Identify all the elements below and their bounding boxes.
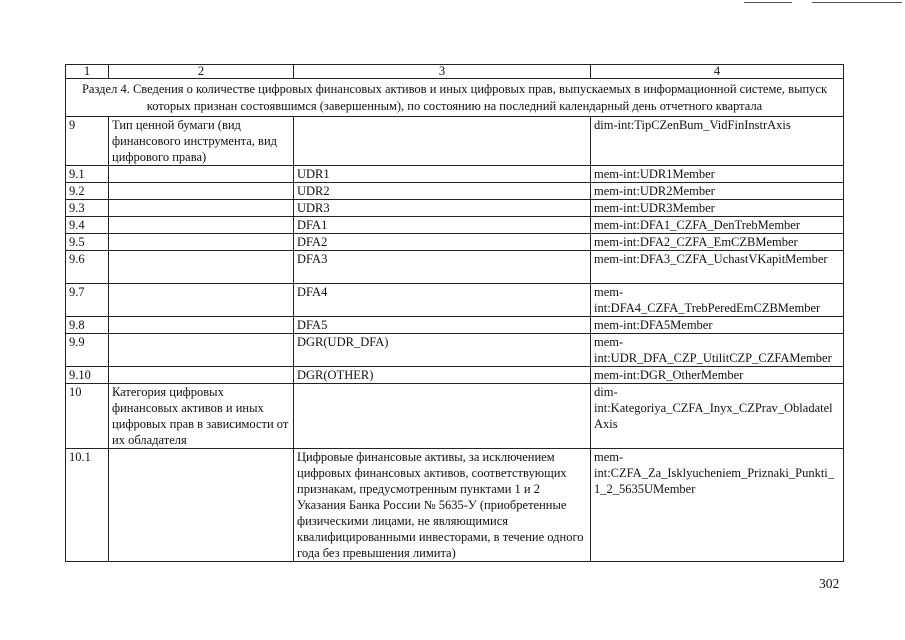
column-number: 3	[294, 65, 591, 79]
row-number: 9.9	[66, 334, 109, 367]
row-value: DFA5	[294, 317, 591, 334]
row-name	[109, 166, 294, 183]
row-code: dim-int:Kategoriya_CZFA_Inyx_CZPrav_ObladatelAxis	[591, 384, 844, 449]
table-row	[66, 166, 844, 183]
row-name	[109, 284, 294, 317]
row-code: mem-int:UDR3Member	[591, 200, 844, 217]
row-name	[109, 234, 294, 251]
row-number: 9.8	[66, 317, 109, 334]
row-value: DFA1	[294, 217, 591, 234]
row-number: 9.1	[66, 166, 109, 183]
row-name: Категория цифровых финансовых активов и иных цифровых прав в зависимости от их обладателя	[109, 384, 294, 449]
row-name	[109, 317, 294, 334]
table-row	[66, 217, 844, 234]
row-value: UDR3	[294, 200, 591, 217]
table-row	[66, 251, 844, 284]
row-code: mem-int:UDR_DFA_CZP_UtilitCZP_CZFAMember	[591, 334, 844, 367]
row-code: mem-int:DFA5Member	[591, 317, 844, 334]
row-name	[109, 200, 294, 217]
row-name	[109, 449, 294, 562]
row-number: 9.10	[66, 367, 109, 384]
table-row	[66, 183, 844, 200]
row-name	[109, 251, 294, 284]
table-row	[66, 117, 844, 166]
row-number: 9.5	[66, 234, 109, 251]
row-value: UDR2	[294, 183, 591, 200]
row-name	[109, 183, 294, 200]
table-row	[66, 234, 844, 251]
row-code: mem-int:DFA4_CZFA_TrebPeredEmCZBMember	[591, 284, 844, 317]
row-code: dim-int:TipCZenBum_VidFinInstrAxis	[591, 117, 844, 166]
table-row	[66, 367, 844, 384]
column-number: 1	[66, 65, 109, 79]
column-number: 4	[591, 65, 844, 79]
row-code: mem-int:DFA2_CZFA_EmCZBMember	[591, 234, 844, 251]
table-row	[66, 334, 844, 367]
row-number: 9.3	[66, 200, 109, 217]
row-code: mem-int:DGR_OtherMember	[591, 367, 844, 384]
row-value: DFA4	[294, 284, 591, 317]
column-number-row	[66, 65, 844, 79]
table-row	[66, 449, 844, 562]
header-rule-left	[744, 2, 792, 3]
row-name: Тип ценной бумаги (вид финансового инструмента, вид цифрового права)	[109, 117, 294, 166]
page-number: 302	[819, 576, 840, 591]
column-number: 2	[109, 65, 294, 79]
row-number: 9.2	[66, 183, 109, 200]
row-value	[294, 117, 591, 166]
table-row	[66, 284, 844, 317]
row-code: mem-int:UDR2Member	[591, 183, 844, 200]
row-value: DGR(OTHER)	[294, 367, 591, 384]
row-name	[109, 367, 294, 384]
row-number: 10.1	[66, 449, 109, 562]
row-value: DFA2	[294, 234, 591, 251]
row-code: mem-int:UDR1Member	[591, 166, 844, 183]
row-number: 9.6	[66, 251, 109, 284]
report-table	[65, 64, 844, 562]
row-name	[109, 217, 294, 234]
row-name	[109, 334, 294, 367]
table-row	[66, 317, 844, 334]
row-number: 9.7	[66, 284, 109, 317]
row-value: Цифровые финансовые активы, за исключением цифровых финансовых активов, соответствующих признакам, предусмотренным пунктами 1 и 2 Указания Банка России № 5635-У (приобретенные физическими лицами, не являющимися квалифицированными инвесторами, в течение одного года без превышения лимита)	[294, 449, 591, 562]
row-code: mem-int:DFA1_CZFA_DenTrebMember	[591, 217, 844, 234]
section-header-row	[66, 79, 844, 117]
row-code: mem-int:CZFA_Za_Isklyucheniem_Priznaki_Punkti_1_2_5635UMember	[591, 449, 844, 562]
section-title: Раздел 4. Сведения о количестве цифровых финансовых активов и иных цифровых прав, выпускаемых в информационной системе, выпуск которых признан состоявшимся (завершенным), по состоянию на последний календарный день отчетного квартала	[66, 79, 844, 117]
row-value	[294, 384, 591, 449]
row-value: DGR(UDR_DFA)	[294, 334, 591, 367]
row-value: DFA3	[294, 251, 591, 284]
row-number: 9	[66, 117, 109, 166]
table-row	[66, 200, 844, 217]
row-value: UDR1	[294, 166, 591, 183]
row-number: 10	[66, 384, 109, 449]
row-code: mem-int:DFA3_CZFA_UchastVKapitMember	[591, 251, 844, 284]
table-row	[66, 384, 844, 449]
header-rule-right	[812, 2, 902, 3]
row-number: 9.4	[66, 217, 109, 234]
